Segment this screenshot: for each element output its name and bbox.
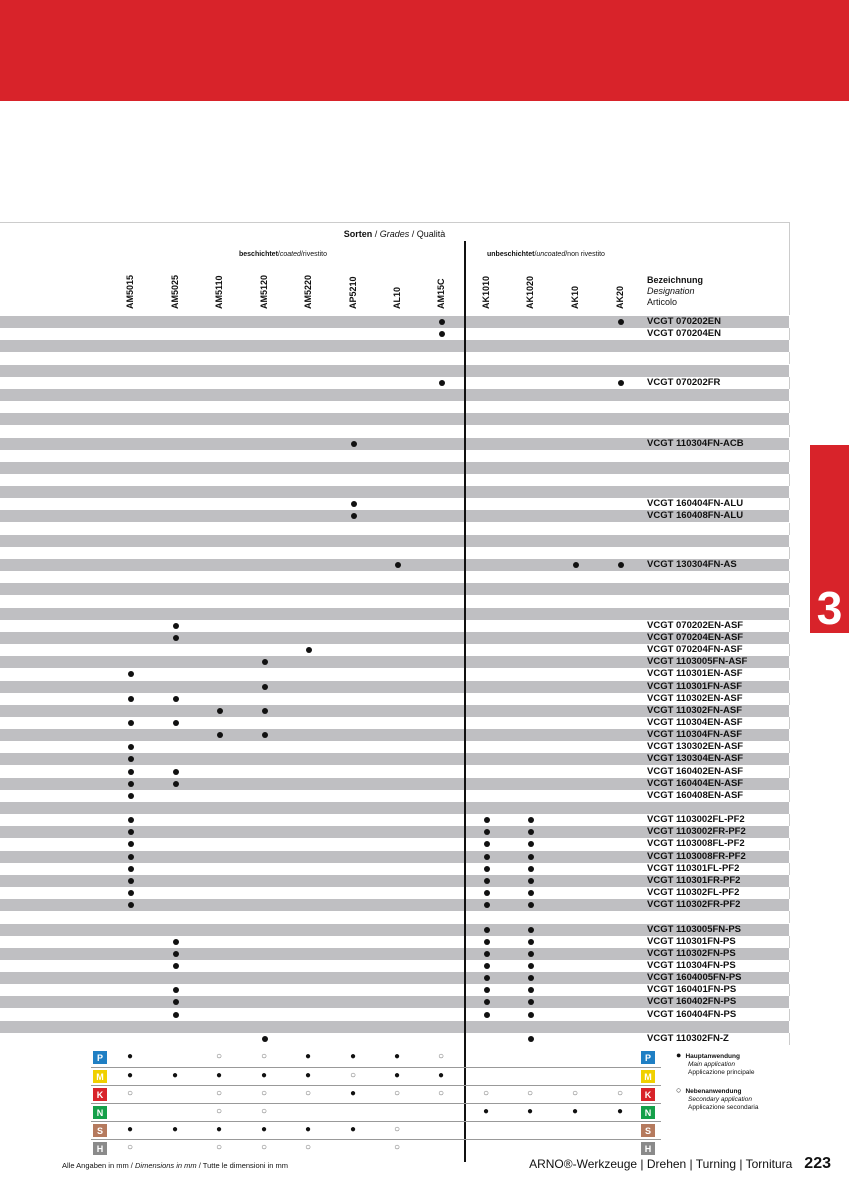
group-uncoated-de: unbeschichtet (487, 251, 535, 258)
table-row (0, 474, 790, 486)
designation-en: Designation (647, 286, 695, 296)
main-application-dot (128, 756, 134, 762)
table-row[interactable] (0, 316, 789, 328)
material-badge-right: S (641, 1124, 655, 1137)
group-coated-de: beschichtet (239, 251, 278, 258)
grade-header-label: AM5220 (303, 274, 313, 309)
group-uncoated-en: uncoated (536, 251, 566, 258)
insert-designation[interactable]: VCGT 160402FN-PS (647, 996, 737, 1008)
main-application-dot (528, 1012, 534, 1018)
main-application-dot (484, 939, 490, 945)
secondary-application-symbol: ○ (305, 1142, 312, 1153)
table-row[interactable] (0, 838, 790, 850)
table-row[interactable] (0, 438, 789, 450)
insert-designation[interactable]: VCGT 070202EN-ASF (647, 619, 744, 631)
main-application-dot (528, 829, 534, 835)
secondary-application-symbol: ○ (216, 1142, 223, 1153)
main-application-dot (217, 732, 223, 738)
insert-designation[interactable]: VCGT 130302EN-ASF (647, 741, 744, 753)
main-application-dot (128, 696, 134, 702)
main-application-dot (128, 817, 134, 823)
main-application-symbol: ● (305, 1051, 312, 1062)
main-application-dot (262, 1036, 268, 1042)
table-row (0, 413, 789, 425)
insert-designation[interactable]: VCGT 1103002FR-PF2 (647, 826, 746, 838)
main-application-dot (528, 817, 534, 823)
table-row[interactable] (0, 972, 789, 984)
insert-designation[interactable]: VCGT 160401FN-PS (647, 984, 737, 996)
insert-designation[interactable]: VCGT 110301FN-ASF (647, 680, 743, 692)
main-application-dot (128, 720, 134, 726)
table-row[interactable] (0, 814, 790, 826)
insert-designation[interactable]: VCGT 110304FN-ASF (647, 729, 743, 741)
legend-key-secondary (676, 1085, 759, 1112)
secondary-application-symbol: ○ (438, 1051, 445, 1062)
key-secondary-symbol: ○ (676, 1085, 682, 1095)
main-application-symbol: ● (617, 1106, 624, 1117)
key-main-en: Main application (688, 1061, 735, 1068)
table-row (0, 523, 790, 535)
material-badge-left: P (93, 1051, 107, 1064)
insert-designation[interactable]: VCGT 160404FN-ALU (647, 498, 744, 510)
group-uncoated: unbeschichtet/uncoated/non rivestito (487, 251, 605, 258)
main-application-symbol: ● (127, 1051, 134, 1062)
main-application-dot (128, 769, 134, 775)
main-application-dot (528, 975, 534, 981)
table-row[interactable] (0, 887, 790, 899)
insert-designation[interactable]: VCGT 110301FR-PF2 (647, 874, 741, 886)
main-application-dot (484, 841, 490, 847)
insert-designation[interactable]: VCGT 130304FN-AS (647, 559, 737, 570)
designation-de: Bezeichnung (647, 275, 704, 285)
table-row[interactable] (0, 790, 790, 802)
table-row (0, 595, 790, 607)
material-row (91, 1139, 661, 1156)
main-application-dot (528, 939, 534, 945)
insert-designation[interactable]: VCGT 110302FN-Z (647, 1032, 729, 1044)
material-badge-right: K (641, 1088, 655, 1101)
main-application-dot (262, 684, 268, 690)
table-row[interactable] (0, 559, 789, 571)
grade-header-label: AM5025 (170, 274, 180, 309)
main-application-dot (128, 841, 134, 847)
main-application-symbol: ● (350, 1051, 357, 1062)
main-application-symbol: ● (305, 1070, 312, 1081)
insert-designation[interactable]: VCGT 1103002FL-PF2 (647, 814, 745, 826)
grade-header-label: AK10 (570, 285, 580, 309)
grade-header-label: AM5120 (259, 274, 269, 309)
secondary-application-symbol: ○ (394, 1142, 401, 1153)
main-application-symbol: ● (127, 1124, 134, 1135)
main-application-symbol: ● (350, 1088, 357, 1099)
main-application-dot (528, 902, 534, 908)
grade-header-label: AK1020 (525, 275, 535, 309)
table-row[interactable] (0, 924, 789, 936)
secondary-application-symbol: ○ (261, 1142, 268, 1153)
insert-designation[interactable]: VCGT 110304FN-PS (647, 959, 736, 971)
grade-header-label: AK20 (615, 285, 625, 309)
main-application-dot (262, 732, 268, 738)
table-row[interactable] (0, 668, 790, 680)
main-application-dot (528, 987, 534, 993)
table-row[interactable] (0, 498, 790, 510)
secondary-application-symbol: ○ (527, 1088, 534, 1099)
insert-designation[interactable]: VCGT 1103008FL-PF2 (647, 838, 745, 850)
main-application-dot (618, 319, 624, 325)
main-application-dot (128, 829, 134, 835)
main-application-dot (173, 939, 179, 945)
group-coated-en: coated (279, 251, 301, 258)
main-application-dot (484, 927, 490, 933)
material-badge-right: H (641, 1142, 655, 1155)
insert-designation[interactable]: VCGT 070202FR (647, 376, 721, 388)
main-application-dot (618, 562, 624, 568)
secondary-application-symbol: ○ (261, 1088, 268, 1099)
grade-header-label: AK1010 (481, 275, 491, 309)
main-application-dot (528, 878, 534, 884)
material-row (91, 1121, 661, 1138)
table-row[interactable] (0, 693, 790, 705)
key-secondary-en: Secondary application (688, 1096, 752, 1103)
table-row[interactable] (0, 328, 790, 340)
title-en: Grades (379, 229, 410, 239)
table-row (0, 365, 789, 377)
main-application-dot (173, 963, 179, 969)
main-application-dot (173, 623, 179, 629)
secondary-application-symbol: ○ (350, 1070, 357, 1081)
material-badge-left: S (93, 1124, 107, 1137)
main-application-dot (484, 854, 490, 860)
title-de: Sorten (343, 229, 373, 239)
material-badge-right: M (641, 1070, 655, 1083)
main-application-dot (173, 696, 179, 702)
main-application-dot (395, 562, 401, 568)
table-row (0, 547, 790, 559)
grades-table (0, 222, 789, 1042)
table-row[interactable] (0, 948, 789, 960)
table-row[interactable] (0, 1033, 790, 1045)
main-application-dot (351, 513, 357, 519)
main-application-dot (484, 963, 490, 969)
main-application-symbol: ● (261, 1124, 268, 1135)
main-application-dot (484, 890, 490, 896)
insert-designation[interactable]: VCGT 160402EN-ASF (647, 765, 744, 777)
group-uncoated-it: non rivestito (567, 251, 605, 258)
table-header (0, 222, 790, 315)
main-application-dot (484, 829, 490, 835)
table-row (0, 583, 789, 595)
material-row (91, 1067, 661, 1084)
table-row[interactable] (0, 899, 789, 911)
main-application-dot (128, 878, 134, 884)
main-application-symbol: ● (483, 1106, 490, 1117)
table-row (0, 802, 789, 814)
secondary-application-symbol: ○ (305, 1088, 312, 1099)
insert-designation[interactable]: VCGT 110304FN-ACB (647, 437, 744, 449)
table-row[interactable] (0, 753, 789, 765)
main-application-dot (528, 927, 534, 933)
key-secondary-it: Applicazione secondaria (688, 1104, 759, 1111)
secondary-application-symbol: ○ (438, 1088, 445, 1099)
main-application-dot (173, 1012, 179, 1018)
main-application-dot (528, 963, 534, 969)
insert-designation[interactable]: VCGT 110301FL-PF2 (647, 862, 740, 874)
insert-designation[interactable]: VCGT 1103008FR-PF2 (647, 850, 746, 862)
main-application-dot (484, 878, 490, 884)
main-application-dot (173, 769, 179, 775)
main-application-dot (528, 890, 534, 896)
insert-designation[interactable]: VCGT 070204EN-ASF (647, 631, 744, 643)
main-application-dot (128, 671, 134, 677)
material-badge-left: N (93, 1106, 107, 1119)
main-application-dot (128, 902, 134, 908)
key-main-de: Hauptanwendung (685, 1053, 740, 1060)
main-application-dot (306, 647, 312, 653)
table-row[interactable] (0, 705, 789, 717)
main-application-symbol: ● (216, 1070, 223, 1081)
footer-sep-1: / (128, 1161, 135, 1170)
main-application-dot (128, 890, 134, 896)
main-application-symbol: ● (394, 1051, 401, 1062)
table-row[interactable] (0, 620, 790, 632)
material-row (91, 1049, 661, 1065)
material-badge-left: K (93, 1088, 107, 1101)
insert-designation[interactable]: VCGT 160408EN-ASF (647, 789, 744, 801)
secondary-application-symbol: ○ (394, 1088, 401, 1099)
footer-note (62, 1161, 288, 1170)
table-row[interactable] (0, 778, 789, 790)
grade-header-label: AL10 (392, 286, 402, 309)
title-it: Qualità (416, 229, 446, 239)
main-application-dot (128, 744, 134, 750)
table-row (0, 352, 790, 364)
table-title: Sorten / Grades / Qualità (343, 229, 446, 239)
table-row[interactable] (0, 717, 790, 729)
table-row[interactable] (0, 996, 789, 1008)
table-row (0, 911, 790, 923)
material-badge-left: M (93, 1070, 107, 1083)
footer-brand (529, 1155, 831, 1173)
insert-designation[interactable]: VCGT 1604005FN-PS (647, 972, 742, 984)
table-row[interactable] (0, 656, 789, 668)
footer-note-en: Dimensions in mm (134, 1161, 197, 1170)
table-row (0, 425, 790, 437)
main-application-dot (262, 708, 268, 714)
footer-note-it: Tutte le dimensioni in mm (202, 1161, 288, 1170)
main-application-dot (484, 817, 490, 823)
footer-note-de: Alle Angaben in mm (62, 1161, 129, 1170)
legend-key-main (676, 1050, 755, 1077)
main-application-dot (439, 331, 445, 337)
insert-designation[interactable]: VCGT 130304EN-ASF (647, 753, 744, 765)
coated-uncoated-divider (464, 241, 466, 1162)
main-application-dot (618, 380, 624, 386)
material-row (91, 1103, 661, 1120)
main-application-symbol: ● (438, 1070, 445, 1081)
main-application-dot (484, 999, 490, 1005)
main-application-symbol: ● (127, 1070, 134, 1081)
main-application-dot (484, 1012, 490, 1018)
page-number: 223 (804, 1155, 831, 1172)
table-row (0, 401, 790, 413)
main-application-dot (173, 720, 179, 726)
main-application-dot (484, 987, 490, 993)
main-application-dot (351, 441, 357, 447)
key-main-it: Applicazione principale (688, 1069, 755, 1076)
secondary-application-symbol: ○ (617, 1088, 624, 1099)
secondary-application-symbol: ○ (261, 1051, 268, 1062)
main-application-dot (128, 854, 134, 860)
key-main-symbol: ● (676, 1050, 682, 1060)
insert-designation[interactable]: VCGT 110302FN-PS (647, 947, 736, 959)
main-application-dot (528, 841, 534, 847)
insert-designation[interactable]: VCGT 110301FN-PS (647, 935, 736, 947)
key-secondary-de: Nebenanwendung (685, 1088, 742, 1095)
table-row[interactable] (0, 377, 790, 389)
insert-designation[interactable]: VCGT 110302FL-PF2 (647, 887, 740, 899)
table-row[interactable] (0, 729, 789, 741)
group-coated-it: rivestito (302, 251, 327, 258)
table-row (0, 389, 789, 401)
main-application-dot (528, 1036, 534, 1042)
table-row (0, 535, 789, 547)
group-coated: beschichtet/coated/rivestito (239, 251, 327, 258)
insert-designation[interactable]: VCGT 110304EN-ASF (647, 716, 743, 728)
table-row (0, 462, 789, 474)
table-row[interactable] (0, 960, 790, 972)
insert-designation[interactable]: VCGT 160408FN-ALU (647, 510, 744, 522)
main-application-dot (173, 951, 179, 957)
table-row (0, 1021, 789, 1033)
main-application-symbol: ● (350, 1124, 357, 1135)
secondary-application-symbol: ○ (127, 1142, 134, 1153)
table-row[interactable] (0, 875, 789, 887)
insert-designation[interactable]: VCGT 110302FR-PF2 (647, 899, 741, 911)
insert-designation[interactable]: VCGT 1103005FN-PS (647, 923, 741, 935)
table-row[interactable] (0, 681, 789, 693)
table-row[interactable] (0, 863, 790, 875)
material-badge-right: P (641, 1051, 655, 1064)
table-row[interactable] (0, 851, 789, 863)
table-row[interactable] (0, 510, 789, 522)
footer-brand-text: ARNO®-Werkzeuge | Drehen | Turning | Tornitura (529, 1157, 793, 1171)
secondary-application-symbol: ○ (127, 1088, 134, 1099)
designation-header (647, 275, 703, 308)
main-application-dot (573, 562, 579, 568)
insert-designation[interactable]: VCGT 070202EN (647, 316, 721, 327)
main-application-symbol: ● (305, 1124, 312, 1135)
secondary-application-symbol: ○ (572, 1088, 579, 1099)
table-row[interactable] (0, 936, 790, 948)
main-application-symbol: ● (394, 1070, 401, 1081)
table-row[interactable] (0, 1009, 790, 1021)
main-application-dot (528, 999, 534, 1005)
main-application-dot (439, 319, 445, 325)
header-band (0, 0, 849, 101)
main-application-symbol: ● (172, 1124, 179, 1135)
table-row (0, 608, 789, 620)
material-badge-left: H (93, 1142, 107, 1155)
main-application-dot (528, 854, 534, 860)
insert-designation[interactable]: VCGT 110302FN-ASF (647, 704, 743, 716)
main-application-dot (173, 781, 179, 787)
main-application-symbol: ● (527, 1106, 534, 1117)
main-application-dot (351, 501, 357, 507)
grade-header-label: AM15C (436, 278, 446, 309)
chapter-tab[interactable] (810, 445, 849, 633)
main-application-dot (484, 975, 490, 981)
table-row (0, 486, 789, 498)
table-row (0, 450, 790, 462)
main-application-dot (173, 999, 179, 1005)
material-row (91, 1085, 661, 1102)
main-application-dot (439, 380, 445, 386)
main-application-dot (484, 866, 490, 872)
insert-designation[interactable]: VCGT 070204EN (647, 328, 721, 340)
table-row[interactable] (0, 984, 790, 996)
insert-designation[interactable]: VCGT 160404EN-ASF (647, 777, 744, 789)
grade-header-label: AM5015 (125, 274, 135, 309)
secondary-application-symbol: ○ (216, 1088, 223, 1099)
main-application-dot (128, 793, 134, 799)
material-badge-right: N (641, 1106, 655, 1119)
insert-designation[interactable]: VCGT 110302EN-ASF (647, 692, 743, 704)
main-application-dot (173, 635, 179, 641)
insert-designation[interactable]: VCGT 160404FN-PS (647, 1008, 737, 1020)
chapter-number: 3 (816, 582, 843, 634)
main-application-dot (173, 987, 179, 993)
table-row[interactable] (0, 632, 789, 644)
main-application-dot (128, 781, 134, 787)
main-application-symbol: ● (572, 1106, 579, 1117)
secondary-application-symbol: ○ (216, 1106, 223, 1117)
insert-designation[interactable]: VCGT 1103005FN-ASF (647, 656, 748, 668)
main-application-symbol: ● (172, 1070, 179, 1081)
table-row (0, 340, 789, 352)
secondary-application-symbol: ○ (483, 1088, 490, 1099)
grade-header-label: AM5110 (214, 275, 224, 309)
table-row[interactable] (0, 644, 790, 656)
main-application-dot (528, 866, 534, 872)
main-application-dot (484, 951, 490, 957)
main-application-dot (128, 866, 134, 872)
grade-header-label: AP5210 (348, 276, 358, 309)
table-row (0, 571, 790, 583)
main-application-dot (484, 902, 490, 908)
main-application-symbol: ● (216, 1124, 223, 1135)
main-application-dot (262, 659, 268, 665)
footer-sep-2: / (196, 1161, 203, 1170)
main-application-symbol: ● (261, 1070, 268, 1081)
designation-it: Articolo (647, 297, 678, 307)
insert-designation[interactable]: VCGT 070204FN-ASF (647, 644, 743, 656)
secondary-application-symbol: ○ (261, 1106, 268, 1117)
secondary-application-symbol: ○ (216, 1051, 223, 1062)
table-row[interactable] (0, 826, 789, 838)
main-application-dot (528, 951, 534, 957)
secondary-application-symbol: ○ (394, 1124, 401, 1135)
main-application-dot (217, 708, 223, 714)
insert-designation[interactable]: VCGT 110301EN-ASF (647, 668, 743, 680)
table-row[interactable] (0, 766, 790, 778)
table-row[interactable] (0, 741, 790, 753)
